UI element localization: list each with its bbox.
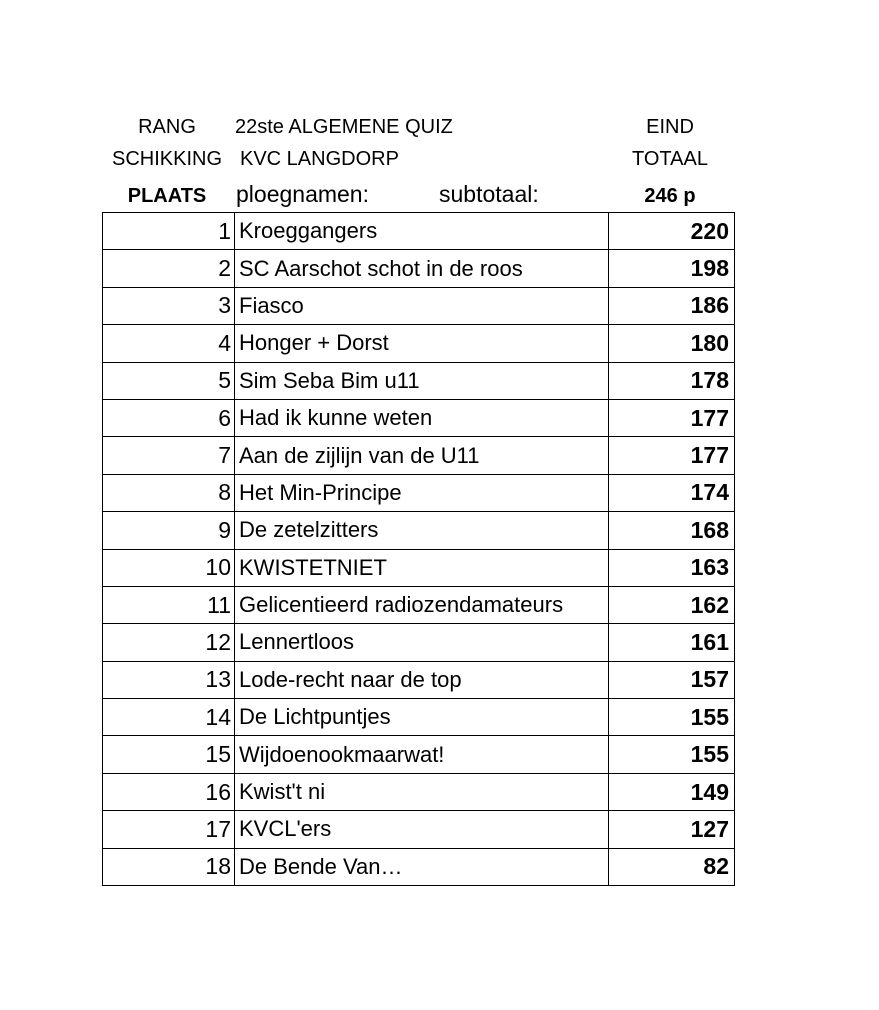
place-cell: 8 bbox=[103, 474, 235, 511]
team-name-cell: Gelicentieerd radiozendamateurs bbox=[235, 586, 609, 623]
score-cell: 155 bbox=[609, 699, 735, 736]
score-cell: 127 bbox=[609, 811, 735, 848]
table-row bbox=[103, 848, 735, 885]
table-row bbox=[103, 213, 735, 250]
ranking-body bbox=[103, 213, 735, 886]
table-row bbox=[103, 437, 735, 474]
team-name-cell: De zetelzitters bbox=[235, 512, 609, 549]
table-row bbox=[103, 287, 735, 324]
place-cell: 9 bbox=[103, 512, 235, 549]
quiz-title: 22ste ALGEMENE QUIZ bbox=[235, 116, 453, 138]
place-cell: 4 bbox=[103, 325, 235, 362]
table-row bbox=[103, 362, 735, 399]
place-cell: 12 bbox=[103, 624, 235, 661]
club-name: KVC LANGDORP bbox=[240, 148, 399, 170]
header-schikking: SCHIKKING bbox=[111, 148, 223, 170]
table-row bbox=[103, 773, 735, 810]
score-cell: 163 bbox=[609, 549, 735, 586]
team-name-cell: KVCL'ers bbox=[235, 811, 609, 848]
team-name-cell: Het Min-Principe bbox=[235, 474, 609, 511]
team-name-cell: Sim Seba Bim u11 bbox=[235, 362, 609, 399]
score-cell: 157 bbox=[609, 661, 735, 698]
table-row bbox=[103, 325, 735, 362]
place-cell: 15 bbox=[103, 736, 235, 773]
table-row bbox=[103, 699, 735, 736]
table-row bbox=[103, 811, 735, 848]
score-cell: 220 bbox=[609, 213, 735, 250]
place-cell: 3 bbox=[103, 287, 235, 324]
team-name-cell: Wijdoenookmaarwat! bbox=[235, 736, 609, 773]
team-name-cell: Kroeggangers bbox=[235, 213, 609, 250]
table-row bbox=[103, 474, 735, 511]
score-cell: 186 bbox=[609, 287, 735, 324]
table-row bbox=[103, 250, 735, 287]
team-name-cell: De Lichtpuntjes bbox=[235, 699, 609, 736]
place-cell: 14 bbox=[103, 699, 235, 736]
place-cell: 7 bbox=[103, 437, 235, 474]
ranking-table bbox=[102, 212, 735, 886]
place-cell: 5 bbox=[103, 362, 235, 399]
place-cell: 10 bbox=[103, 549, 235, 586]
score-cell: 174 bbox=[609, 474, 735, 511]
place-cell: 1 bbox=[103, 213, 235, 250]
place-cell: 16 bbox=[103, 773, 235, 810]
team-name-cell: SC Aarschot schot in de roos bbox=[235, 250, 609, 287]
team-name-cell: Aan de zijlijn van de U11 bbox=[235, 437, 609, 474]
team-name-cell: Lode-recht naar de top bbox=[235, 661, 609, 698]
score-cell: 177 bbox=[609, 399, 735, 436]
team-name-cell: Kwist't ni bbox=[235, 773, 609, 810]
place-cell: 13 bbox=[103, 661, 235, 698]
score-cell: 162 bbox=[609, 586, 735, 623]
team-name-cell: Honger + Dorst bbox=[235, 325, 609, 362]
table-row bbox=[103, 586, 735, 623]
table-row bbox=[103, 661, 735, 698]
table-row bbox=[103, 549, 735, 586]
team-name-cell: Fiasco bbox=[235, 287, 609, 324]
score-cell: 198 bbox=[609, 250, 735, 287]
score-cell: 168 bbox=[609, 512, 735, 549]
team-name-cell: KWISTETNIET bbox=[235, 549, 609, 586]
score-cell: 82 bbox=[609, 848, 735, 885]
place-cell: 11 bbox=[103, 586, 235, 623]
header-ploegnamen: ploegnamen: bbox=[236, 181, 369, 207]
score-cell: 177 bbox=[609, 437, 735, 474]
score-cell: 178 bbox=[609, 362, 735, 399]
place-cell: 17 bbox=[103, 811, 235, 848]
place-cell: 6 bbox=[103, 399, 235, 436]
table-row bbox=[103, 736, 735, 773]
team-name-cell: Had ik kunne weten bbox=[235, 399, 609, 436]
place-cell: 2 bbox=[103, 250, 235, 287]
table-row bbox=[103, 399, 735, 436]
header-subtotaal: subtotaal: bbox=[439, 181, 539, 207]
score-cell: 180 bbox=[609, 325, 735, 362]
header-totaal: TOTAAL bbox=[632, 148, 708, 170]
place-cell: 18 bbox=[103, 848, 235, 885]
header-max-points: 246 p bbox=[644, 185, 696, 207]
score-cell: 161 bbox=[609, 624, 735, 661]
team-name-cell: De Bende Van… bbox=[235, 848, 609, 885]
score-cell: 149 bbox=[609, 773, 735, 810]
header-rang: RANG bbox=[138, 116, 196, 138]
table-row bbox=[103, 624, 735, 661]
score-cell: 155 bbox=[609, 736, 735, 773]
team-name-cell: Lennertloos bbox=[235, 624, 609, 661]
header-eind: EIND bbox=[646, 116, 694, 138]
table-row bbox=[103, 512, 735, 549]
header-plaats: PLAATS bbox=[127, 185, 207, 207]
